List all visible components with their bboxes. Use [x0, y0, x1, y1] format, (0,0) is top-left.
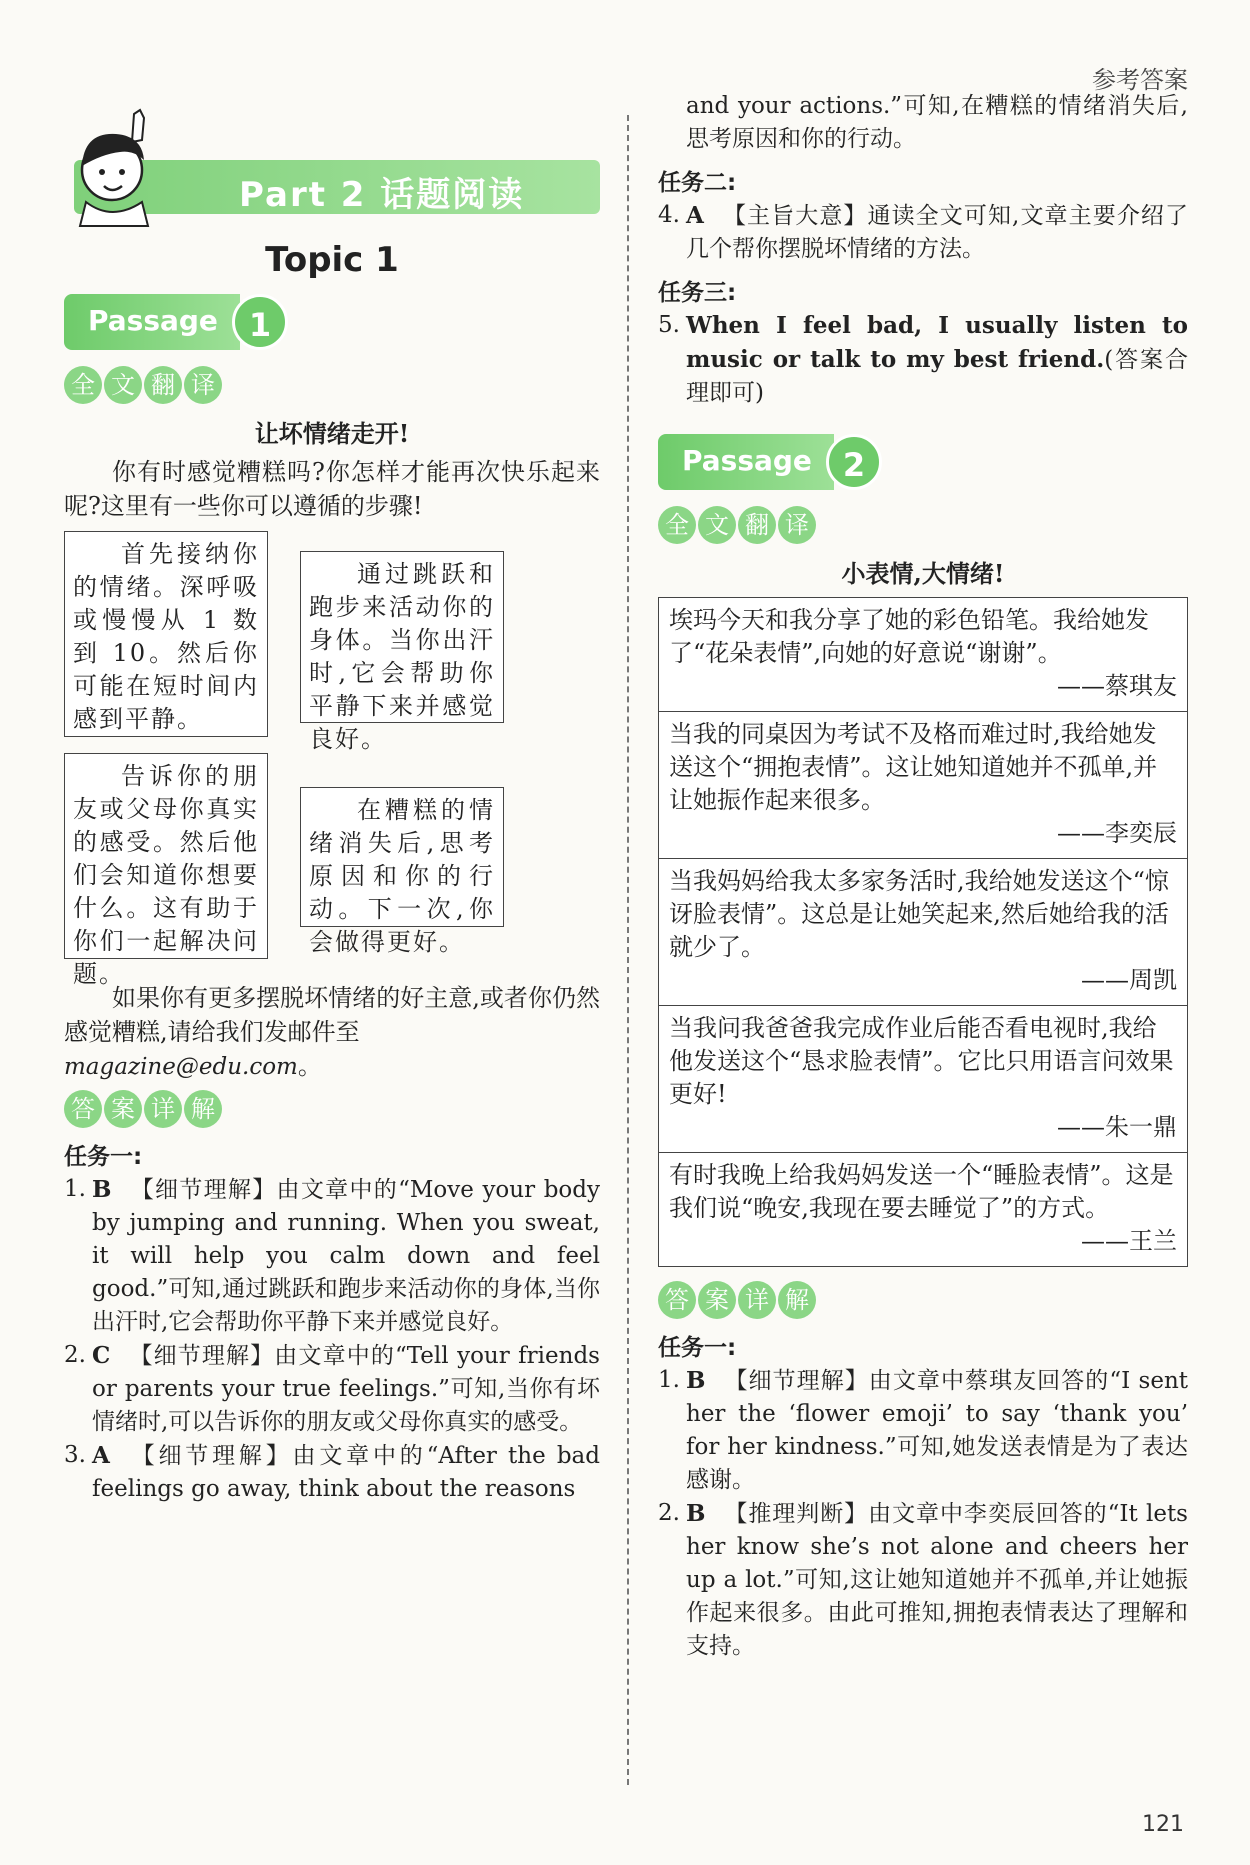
emoji-story: 有时我晚上给我妈妈发送一个“睡脸表情”。这是我们说“晚安,我现在要去睡觉了”的方式。 ——王兰 [659, 1153, 1187, 1266]
label-char: 案 [104, 1090, 142, 1128]
passage-2-label [658, 434, 1188, 494]
answer-item: 1. B 【细节理解】由文章中的“Move your body by jumping and running. When you sweat, it will help you calm down and feel good.”可知,通过跳跃和跑步来活动你的身体,当你出汗时,它会帮助你平静下来并感觉良好。 [64, 1176, 600, 1335]
part-banner [64, 90, 600, 215]
label-char: 译 [778, 506, 816, 544]
emoji-story: 埃玛今天和我分享了她的彩色铅笔。我给她发了“花朵表情”,向她的好意说“谢谢”。 ——蔡琪友 [659, 598, 1187, 712]
page-number: 121 [1142, 1812, 1184, 1837]
signature: ——周凯 [1081, 966, 1177, 994]
step-box [64, 531, 268, 737]
task-1-title: 任务一: [64, 1144, 143, 1170]
label-char: 解 [184, 1090, 222, 1128]
step-text: 在糟糕的情绪消失后,思考原因和你的行动。下一次,你会做得更好。 [309, 796, 495, 956]
step-text: 告诉你的朋友或父母你真实的感受。然后他们会知道你想要什么。这有助于你们一起解决问题。 [73, 762, 259, 988]
label-char: 详 [738, 1281, 776, 1319]
email-line: magazine@edu.com。 [64, 1052, 322, 1080]
boy-mascot-icon [64, 108, 176, 228]
step-box [300, 787, 504, 956]
passage-number: 2 [826, 434, 882, 490]
label-char: 文 [698, 506, 736, 544]
passage-title: 让坏情绪走开! [254, 419, 410, 448]
passage-title: 小表情,大情绪! [841, 559, 1005, 588]
answer-item: 5. When I feel bad, I usually listen to music or talk to my best friend.(答案合理即可) [658, 312, 1188, 406]
label-char: 翻 [738, 506, 776, 544]
answer-item: 1. B 【细节理解】由文章中蔡琪友回答的“I sent her the ‘flower emoji’ to say ‘thank you’ for her kindness.”可知,她发送表情是为了表达感谢。 [658, 1367, 1188, 1493]
answer-continued: and your actions.”可知,在糟糕的情绪消失后,思考原因和你的行动。 [686, 93, 1188, 152]
answer-item: 2. C 【细节理解】由文章中的“Tell your friends or parents your true feelings.”可知,当你有坏情绪时,可以告诉你的朋友或父母你真实的感受。 [64, 1342, 600, 1435]
signature: ——李奕辰 [1057, 819, 1177, 847]
left-column [64, 90, 600, 1506]
step-text: 首先接纳你的情绪。深呼吸或慢慢从 1 数到 10。然后你可能在短时间内感到平静。 [73, 540, 259, 733]
label-char: 翻 [144, 366, 182, 404]
column-divider [627, 115, 629, 1785]
emoji-stories-box [658, 597, 1188, 1267]
passage-word: Passage [682, 444, 812, 477]
emoji-story: 当我的同桌因为考试不及格而难过时,我给她发送这个“拥抱表情”。这让她知道她并不孤单,并让她振作起来很多。 ——李奕辰 [659, 712, 1187, 859]
label-char: 全 [658, 506, 696, 544]
signature: ——朱一鼎 [1057, 1113, 1177, 1141]
step-box [64, 753, 268, 988]
answer-item: 2. B 【推理判断】由文章中李奕辰回答的“It lets her know she’s not alone and cheers her up a lot.”可知,这让她知道她并不孤单,并让她振作起来很多。由此可推知,拥抱表情表达了理解和支持。 [658, 1500, 1188, 1659]
answer-item: 3. A 【细节理解】由文章中的“After the bad feelings go away, think about the reasons [64, 1442, 600, 1502]
passage-1-label [64, 294, 600, 354]
translation-label [658, 506, 1188, 544]
step-box [300, 551, 504, 753]
task-2-title: 任务二: [658, 170, 737, 196]
label-char: 文 [104, 366, 142, 404]
label-char: 解 [778, 1281, 816, 1319]
label-char: 答 [64, 1090, 102, 1128]
email-address: magazine@edu.com [64, 1054, 298, 1080]
passage-number: 1 [232, 294, 288, 350]
closing-paragraph: 如果你有更多摆脱坏情绪的好主意,或者你仍然感觉糟糕,请给我们发邮件至 [64, 984, 600, 1046]
emoji-story: 当我问我爸爸我完成作业后能否看电视时,我给他发送这个“恳求脸表情”。它比只用语言问效果更好! ——朱一鼎 [659, 1006, 1187, 1153]
passage-word: Passage [88, 304, 218, 337]
intro-paragraph: 你有时感觉糟糕吗?你怎样才能再次快乐起来呢?这里有一些你可以遵循的步骤! [64, 458, 600, 520]
part-label: Part 2 话题阅读 [239, 175, 525, 215]
label-char: 全 [64, 366, 102, 404]
label-char: 案 [698, 1281, 736, 1319]
emoji-story: 当我妈妈给我太多家务活时,我给她发送这个“惊讶脸表情”。这总是让她笑起来,然后她给我的活就少了。 ——周凯 [659, 859, 1187, 1006]
right-column [658, 90, 1188, 1663]
label-char: 详 [144, 1090, 182, 1128]
signature: ——蔡琪友 [1057, 672, 1177, 700]
steps-boxes [64, 531, 600, 988]
label-char: 译 [184, 366, 222, 404]
answer-item: 4. A 【主旨大意】通读全文可知,文章主要介绍了几个帮你摆脱坏情绪的方法。 [658, 202, 1188, 262]
answer-label [658, 1281, 1188, 1319]
translation-label [64, 366, 600, 404]
header-section: 参考答案 [1092, 66, 1188, 94]
task-3-title: 任务三: [658, 280, 737, 306]
task-1-title: 任务一: [658, 1335, 737, 1361]
signature: ——王兰 [1081, 1227, 1177, 1255]
answer-label [64, 1090, 600, 1128]
label-char: 答 [658, 1281, 696, 1319]
topic-title: Topic 1 [265, 240, 399, 280]
step-text: 通过跳跃和跑步来活动你的身体。当你出汗时,它会帮助你平静下来并感觉良好。 [309, 560, 495, 753]
